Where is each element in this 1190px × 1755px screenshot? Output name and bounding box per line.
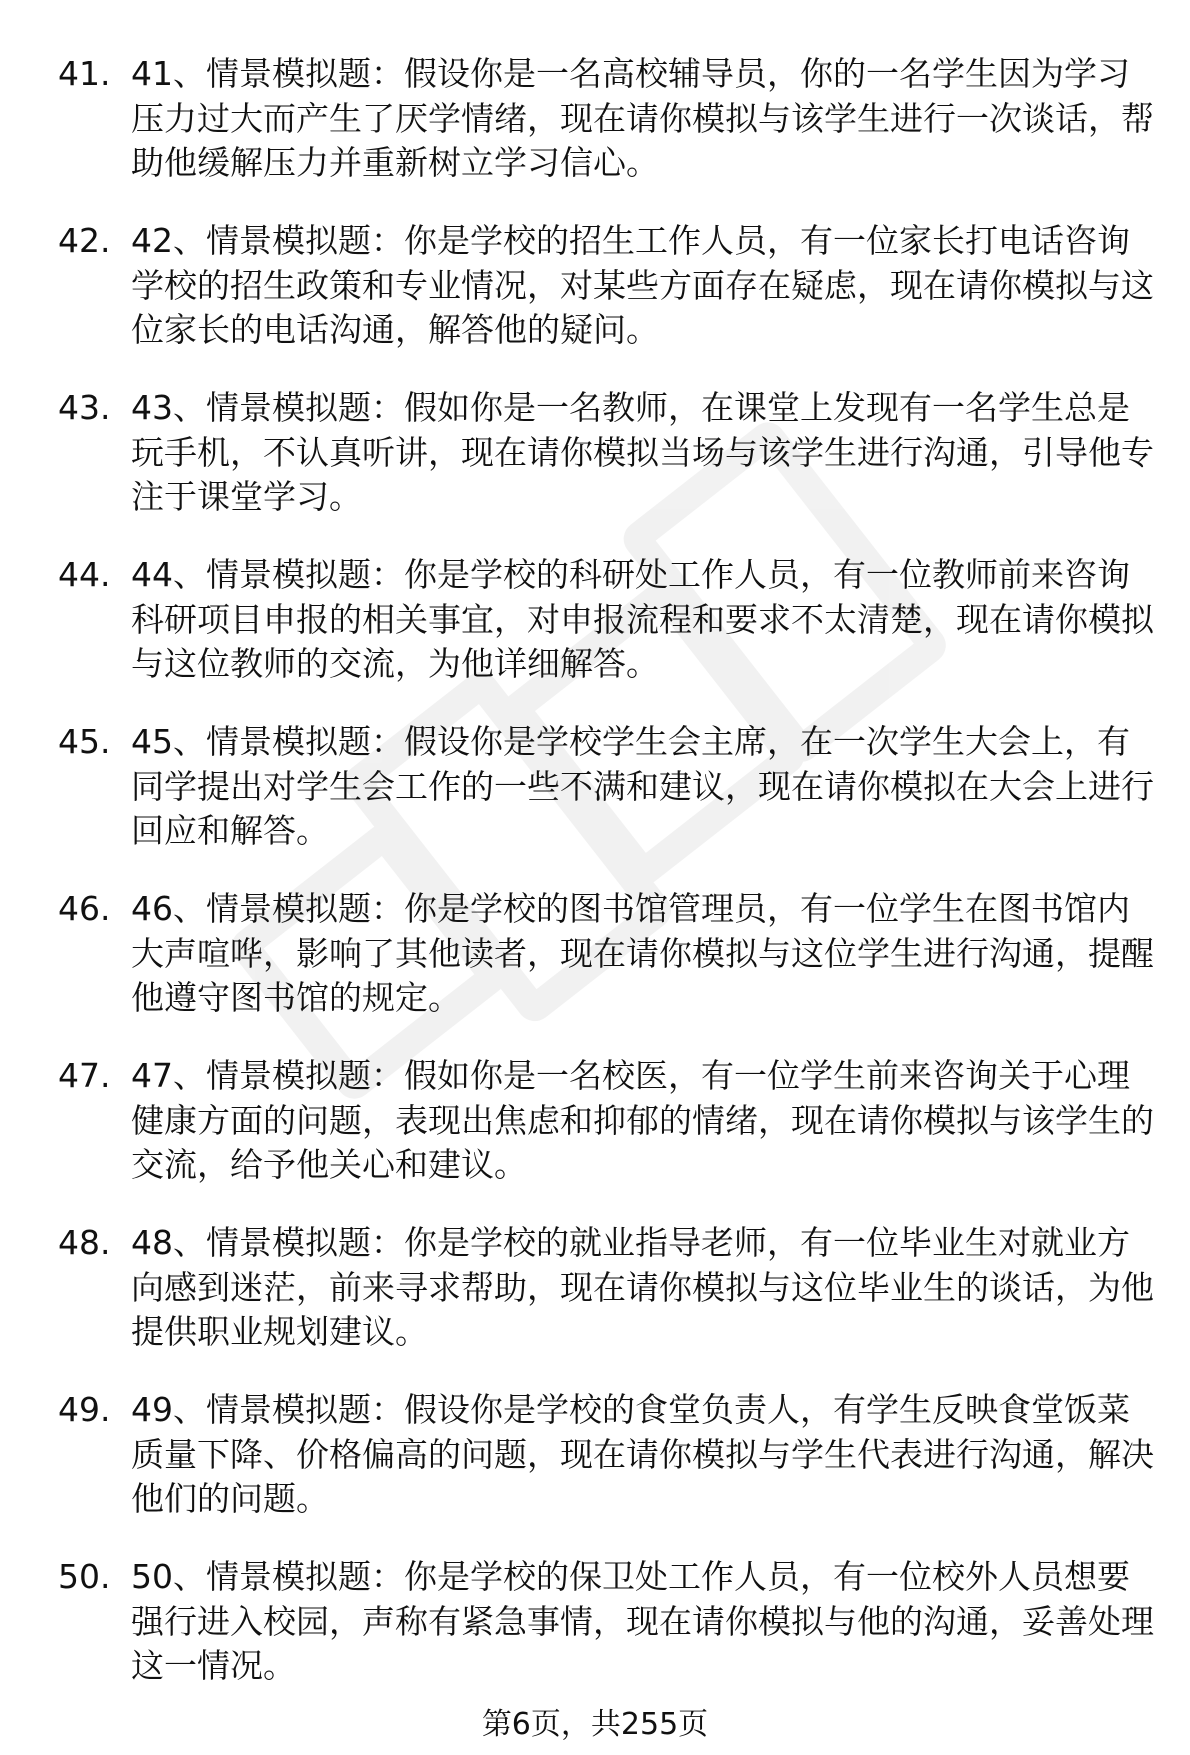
item-text: 50、情景模拟题：你是学校的保卫处工作人员，有一位校外人员想要强行进入校园，声称有紧急事情，现在请你模拟与他的沟通，妥善处理这一情况。 — [131, 1557, 1154, 1685]
list-item — [0, 219, 1190, 386]
item-number: 41. — [58, 54, 111, 93]
list-item — [0, 1221, 1190, 1388]
list-item — [0, 720, 1190, 887]
list-item — [0, 553, 1190, 720]
list-item — [0, 887, 1190, 1054]
list-item — [0, 1555, 1190, 1722]
item-text: 43、情景模拟题：假如你是一名教师，在课堂上发现有一名学生总是玩手机，不认真听讲，现在请你模拟当场与该学生进行沟通，引导他专注于课堂学习。 — [131, 388, 1154, 516]
item-number: 42. — [58, 221, 111, 260]
item-text: 47、情景模拟题：假如你是一名校医，有一位学生前来咨询关于心理健康方面的问题，表现出焦虑和抑郁的情绪，现在请你模拟与该学生的交流，给予他关心和建议。 — [131, 1056, 1154, 1184]
item-number: 50. — [58, 1557, 111, 1596]
item-text: 48、情景模拟题：你是学校的就业指导老师，有一位毕业生对就业方向感到迷茫，前来寻求帮助，现在请你模拟与这位毕业生的谈话，为他提供职业规划建议。 — [131, 1223, 1154, 1351]
list-item — [0, 1388, 1190, 1555]
list-item — [0, 386, 1190, 553]
item-number: 47. — [58, 1056, 111, 1095]
item-text: 45、情景模拟题：假设你是学校学生会主席，在一次学生大会上，有同学提出对学生会工作的一些不满和建议，现在请你模拟在大会上进行回应和解答。 — [131, 722, 1154, 850]
item-number: 49. — [58, 1390, 111, 1429]
page-number: 第6页，共255页 — [481, 1707, 709, 1742]
item-number: 45. — [58, 722, 111, 761]
item-number: 44. — [58, 555, 111, 594]
item-text: 41、情景模拟题：假设你是一名高校辅导员，你的一名学生因为学习压力过大而产生了厌学情绪，现在请你模拟与该学生进行一次谈话，帮助他缓解压力并重新树立学习信心。 — [131, 54, 1154, 182]
item-number: 48. — [58, 1223, 111, 1262]
item-text: 42、情景模拟题：你是学校的招生工作人员，有一位家长打电话咨询学校的招生政策和专业情况，对某些方面存在疑虑，现在请你模拟与这位家长的电话沟通，解答他的疑问。 — [131, 221, 1154, 349]
item-text: 46、情景模拟题：你是学校的图书馆管理员，有一位学生在图书馆内大声喧哗，影响了其他读者，现在请你模拟与这位学生进行沟通，提醒他遵守图书馆的规定。 — [131, 889, 1154, 1017]
item-text: 44、情景模拟题：你是学校的科研处工作人员，有一位教师前来咨询科研项目申报的相关事宜，对申报流程和要求不太清楚，现在请你模拟与这位教师的交流，为他详细解答。 — [131, 555, 1154, 683]
item-text: 49、情景模拟题：假设你是学校的食堂负责人，有学生反映食堂饭菜质量下降、价格偏高的问题，现在请你模拟与学生代表进行沟通，解决他们的问题。 — [131, 1390, 1154, 1518]
item-number: 46. — [58, 889, 111, 928]
list-item — [0, 1054, 1190, 1221]
list-item — [0, 52, 1190, 219]
item-number: 43. — [58, 388, 111, 427]
question-list — [0, 52, 1190, 1722]
